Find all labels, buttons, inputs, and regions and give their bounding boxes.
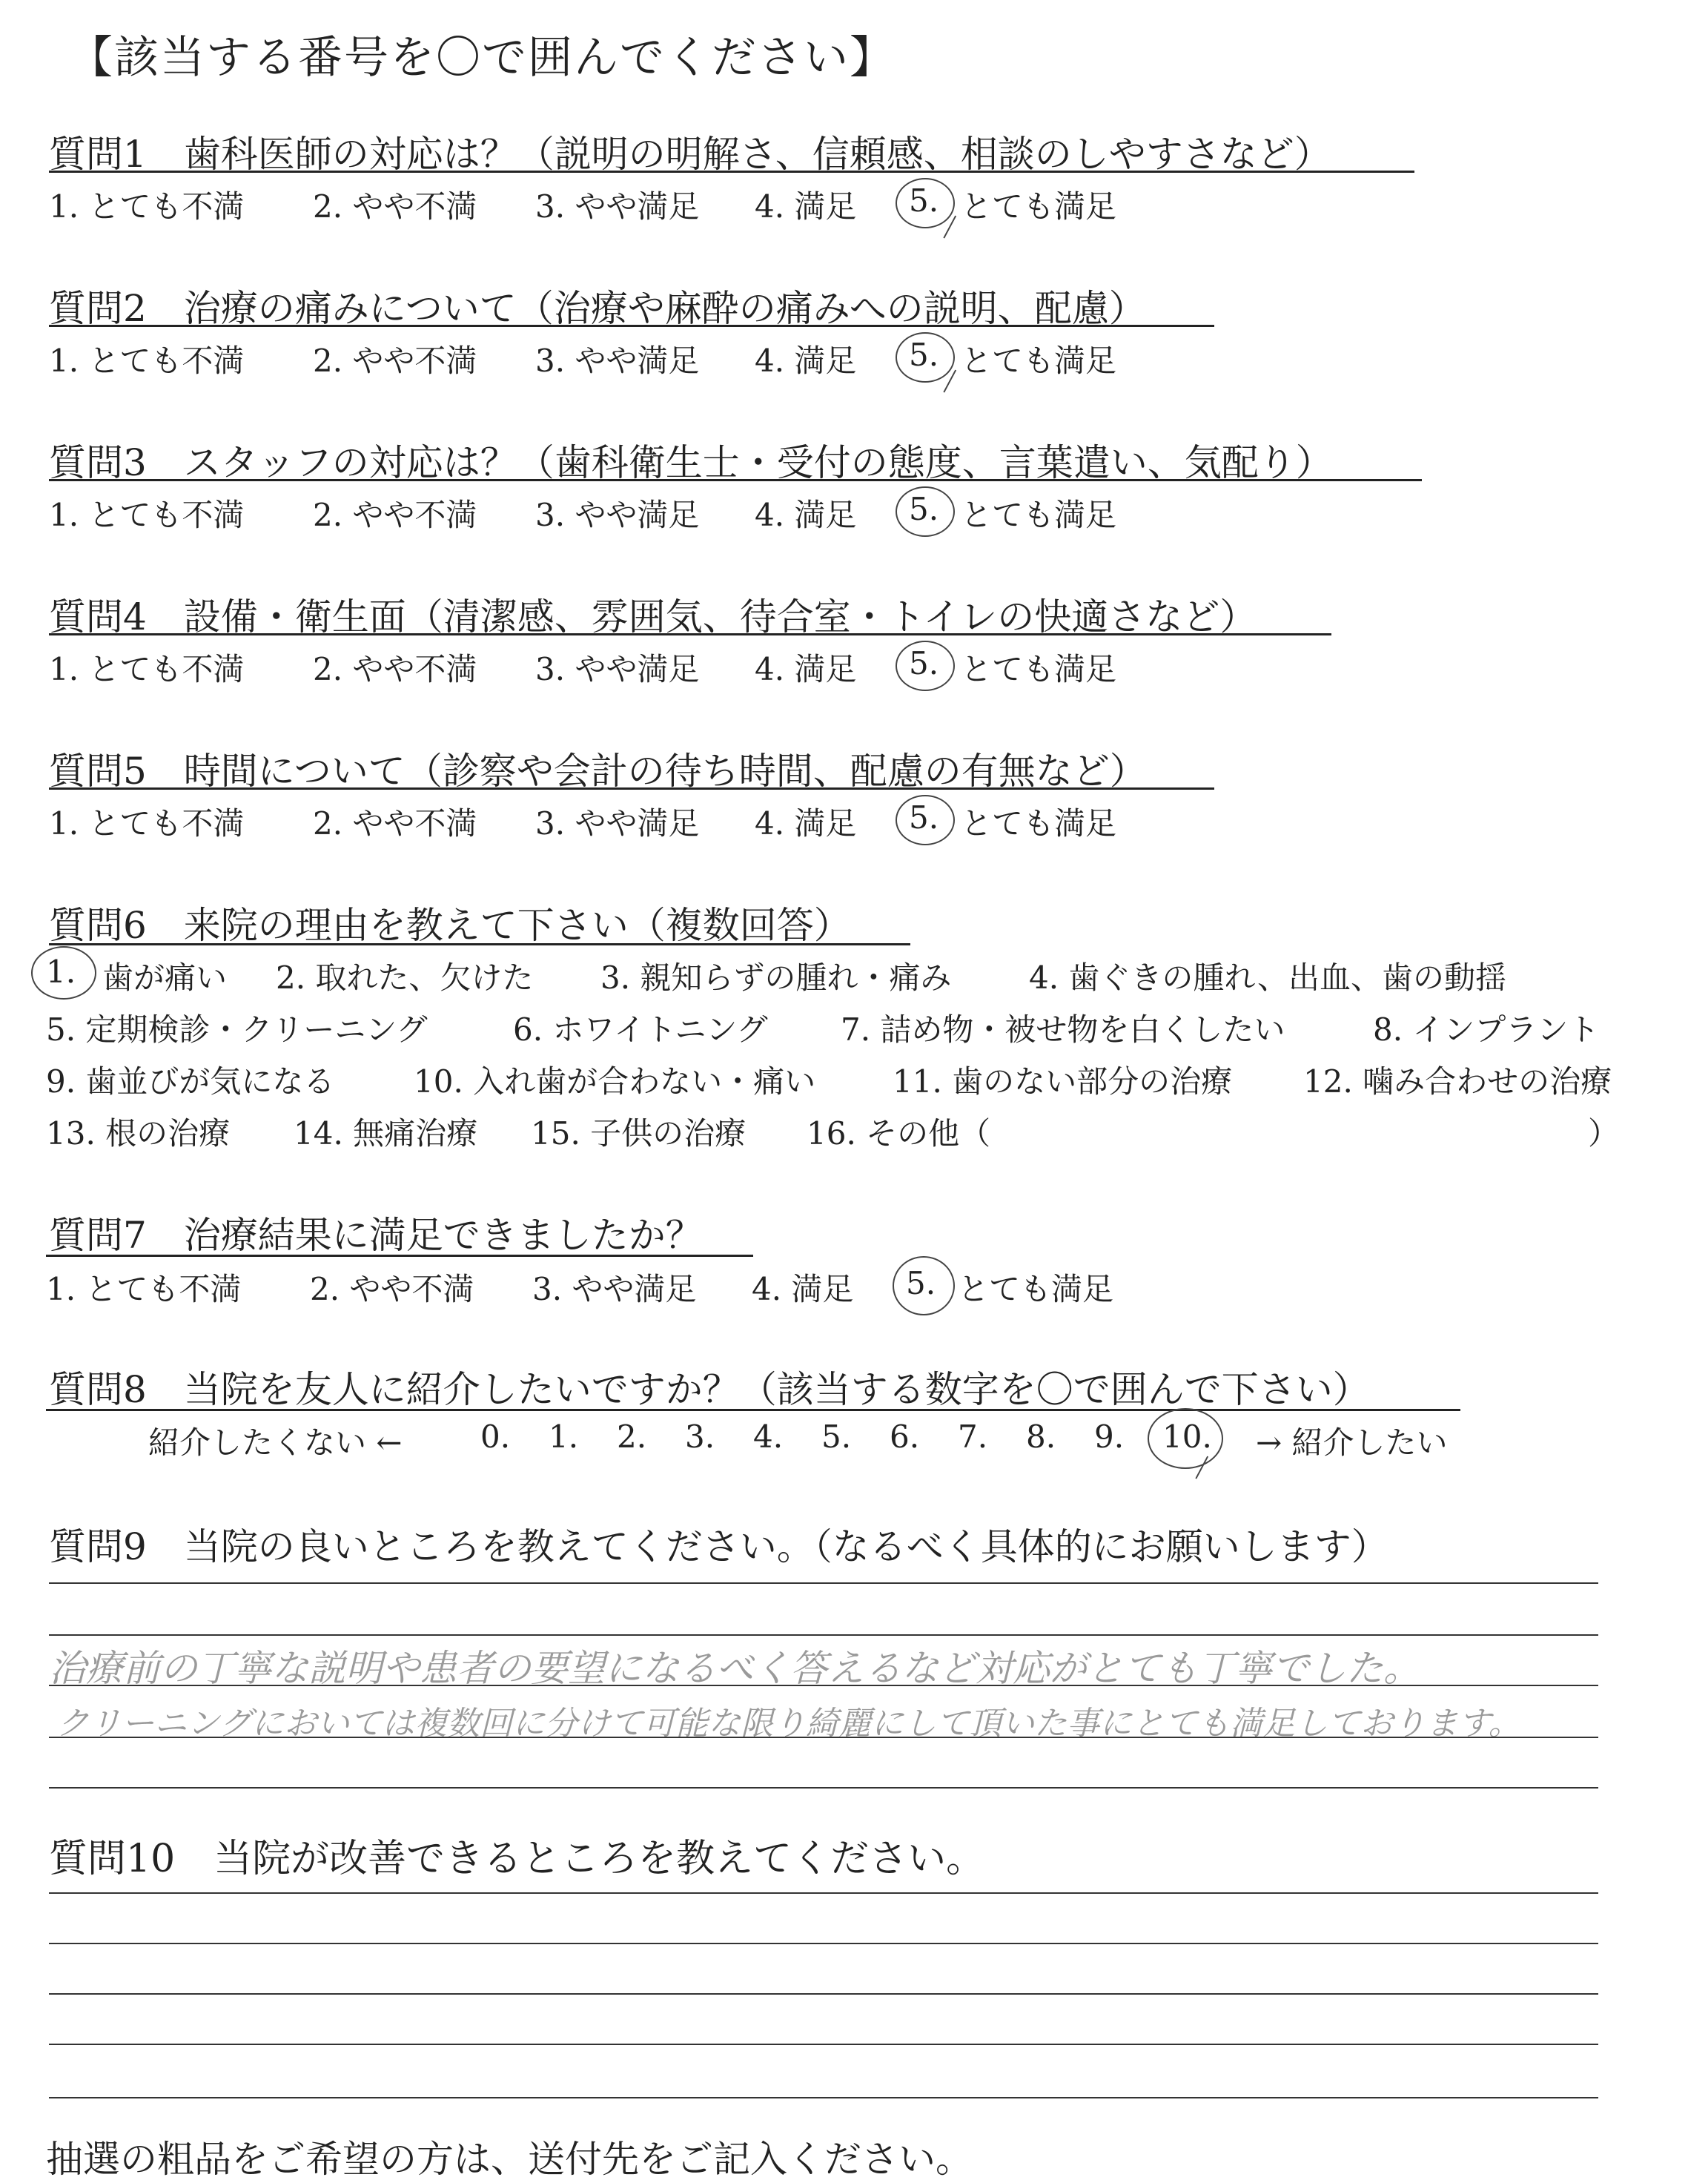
question-10-heading: 質問10 当院が改善できるところを教えてください。 (49, 1837, 985, 1881)
q1-selected-circle (896, 178, 955, 228)
question-5-heading: 質問5 時間について（診察や会計の待ち時間、配慮の有無など） (49, 750, 1147, 793)
q6-option-11[interactable]: 11. 歯のない部分の治療 (893, 1063, 1233, 1100)
q7-option-5[interactable]: 5. (906, 1265, 936, 1301)
q6-option-8[interactable]: 8. インプラント (1373, 1011, 1600, 1048)
q6-option-7[interactable]: 7. 詰め物・被せ物を白くしたい (841, 1011, 1285, 1048)
q2-option-2[interactable]: 2. やや不満 (313, 343, 477, 379)
q6-option-10[interactable]: 10. 入れ歯が合わない・痛い (414, 1063, 816, 1100)
q8-option-2[interactable]: 2. (617, 1419, 647, 1455)
question-3-underline (49, 479, 1422, 481)
q7-selected-circle (893, 1256, 955, 1315)
q8-option-1[interactable]: 1. (549, 1419, 579, 1455)
q3-option-1[interactable]: 1. とても不満 (49, 497, 245, 533)
q6-selected-circle (31, 946, 96, 1000)
q6-option-6[interactable]: 6. ホワイトニング (513, 1011, 768, 1048)
q3-selected-circle (896, 486, 955, 537)
q8-right-label: → 紹介したい (1256, 1424, 1448, 1461)
q3-option-4[interactable]: 4. 満足 (755, 497, 857, 533)
q6-option-12[interactable]: 12. 噛み合わせの治療 (1303, 1063, 1612, 1100)
q8-option-10[interactable]: 10. (1162, 1419, 1212, 1455)
q9-line-5 (49, 1787, 1598, 1789)
q6-option-15[interactable]: 15. 子供の治療 (531, 1115, 747, 1152)
q8-option-5[interactable]: 5. (821, 1419, 852, 1455)
q7-option-3[interactable]: 3. やや満足 (532, 1271, 697, 1307)
q8-option-6[interactable]: 6. (890, 1419, 920, 1455)
question-5-underline (49, 787, 1214, 790)
q1-option-3[interactable]: 3. やや満足 (535, 188, 700, 225)
footer-note: 抽選の粗品をご希望の方は、送付先をご記入ください。 (46, 2138, 973, 2181)
q4-option-4[interactable]: 4. 満足 (755, 651, 857, 687)
q9-line-4 (49, 1737, 1598, 1738)
question-3-heading: 質問3 スタッフの対応は？（歯科衛生士・受付の態度、言葉遣い、気配り） (49, 441, 1333, 484)
q7-option-4[interactable]: 4. 満足 (752, 1271, 854, 1307)
q3-option-5-label: とても満足 (961, 497, 1117, 533)
q8-option-9[interactable]: 9. (1094, 1419, 1125, 1455)
q6-option-1[interactable]: 1. (46, 954, 76, 990)
q7-option-2[interactable]: 2. やや不満 (310, 1271, 474, 1307)
question-8-heading: 質問8 当院を友人に紹介したいですか？（該当する数字を〇で囲んで下さい） (49, 1368, 1370, 1411)
q6-option-3[interactable]: 3. 親知らずの腫れ・痛み (600, 960, 952, 996)
q6-row-2 (46, 1005, 1603, 1050)
q4-selected-circle (896, 641, 955, 691)
q2-option-5-label: とても満足 (961, 343, 1117, 379)
q1-option-2[interactable]: 2. やや不満 (313, 188, 477, 225)
q6-option-5[interactable]: 5. 定期検診・クリーニング (46, 1011, 428, 1048)
question-8-underline (46, 1409, 1460, 1411)
q4-option-2[interactable]: 2. やや不満 (313, 651, 477, 687)
q6-row-4 (46, 1109, 1640, 1154)
q10-line-5 (49, 2097, 1598, 2098)
q6-row-1 (46, 954, 1603, 998)
question-4-heading: 質問4 設備・衛生面（清潔感、雰囲気、待合室・トイレの快適さなど） (49, 595, 1257, 638)
q10-line-4 (49, 2044, 1598, 2045)
q2-option-1[interactable]: 1. とても不満 (49, 343, 245, 379)
question-2-underline (49, 325, 1214, 327)
q8-option-8[interactable]: 8. (1026, 1419, 1056, 1455)
q1-option-5[interactable]: 5. (909, 182, 939, 219)
question-7-underline (46, 1255, 753, 1257)
q9-answer-line-2: クリーニングにおいては複数回に分けて可能な限り綺麗にして頂いた事にとても満足しております。 (56, 1705, 1521, 1743)
q3-option-3[interactable]: 3. やや満足 (535, 497, 700, 533)
q5-option-3[interactable]: 3. やや満足 (535, 805, 700, 842)
q8-option-4[interactable]: 4. (753, 1419, 784, 1455)
q8-left-label: 紹介したくない ← (148, 1424, 403, 1461)
q4-option-5-label: とても満足 (961, 651, 1117, 687)
q9-answer-line-1: 治療前の丁寧な説明や患者の要望になるべく答えるなど対応がとても丁寧でした。 (49, 1647, 1420, 1690)
question-7-heading: 質問7 治療結果に満足できましたか？ (49, 1214, 703, 1257)
q1-option-1[interactable]: 1. とても不満 (49, 188, 245, 225)
q6-option-2[interactable]: 2. 取れた、欠けた (276, 960, 534, 996)
q6-option-1-label: 歯が痛い (102, 960, 228, 996)
q10-line-1 (49, 1892, 1598, 1894)
q4-option-1[interactable]: 1. とても不満 (49, 651, 245, 687)
q10-line-2 (49, 1943, 1598, 1944)
q2-option-4[interactable]: 4. 満足 (755, 343, 857, 379)
q7-option-1[interactable]: 1. とても不満 (46, 1271, 242, 1307)
q8-option-7[interactable]: 7. (958, 1419, 988, 1455)
q5-option-5[interactable]: 5. (909, 799, 939, 836)
q3-option-5[interactable]: 5. (909, 491, 939, 527)
q8-option-0[interactable]: 0. (480, 1419, 511, 1455)
q6-option-16-close-paren: ） (1588, 1115, 1620, 1152)
question-1-heading: 質問1 歯科医師の対応は？（説明の明解さ、信頼感、相談のしやすさなど） (49, 133, 1331, 176)
q2-option-3[interactable]: 3. やや満足 (535, 343, 700, 379)
q1-option-4[interactable]: 4. 満足 (755, 188, 857, 225)
q6-option-16[interactable]: 16. その他（ (807, 1115, 991, 1152)
q5-option-1[interactable]: 1. とても不満 (49, 805, 245, 842)
question-6-heading: 質問6 来院の理由を教えて下さい（複数回答） (49, 904, 851, 947)
q10-line-3 (49, 1993, 1598, 1995)
q5-option-2[interactable]: 2. やや不満 (313, 805, 477, 842)
q5-selected-circle (896, 795, 955, 845)
q9-line-1 (49, 1582, 1598, 1584)
q4-option-5[interactable]: 5. (909, 645, 939, 681)
q7-option-5-label: とても満足 (958, 1271, 1114, 1307)
q5-option-5-label: とても満足 (961, 805, 1117, 842)
question-4-underline (49, 633, 1331, 635)
question-9-heading: 質問9 当院の良いところを教えてください。（なるべく具体的にお願いします） (49, 1525, 1388, 1568)
q6-option-9[interactable]: 9. 歯並びが気になる (46, 1063, 335, 1100)
q8-scale (148, 1419, 1557, 1463)
q6-row-3 (46, 1057, 1640, 1102)
q1-option-5-label: とても満足 (961, 188, 1117, 225)
q2-selected-circle (896, 332, 955, 383)
q8-option-3[interactable]: 3. (685, 1419, 715, 1455)
q9-line-2 (49, 1634, 1598, 1636)
q6-option-13[interactable]: 13. 根の治療 (46, 1115, 231, 1152)
question-6-underline (49, 943, 910, 945)
q8-selected-circle (1148, 1408, 1223, 1469)
page-title: 【該当する番号を〇で囲んでください】 (68, 32, 896, 84)
q2-option-5[interactable]: 5. (909, 337, 939, 373)
q9-line-3 (49, 1685, 1598, 1686)
question-2-heading: 質問2 治療の痛みについて（治療や麻酔の痛みへの説明、配慮） (49, 287, 1146, 330)
q3-option-2[interactable]: 2. やや不満 (313, 497, 477, 533)
q6-option-4[interactable]: 4. 歯ぐきの腫れ、出血、歯の動揺 (1029, 960, 1506, 996)
q5-option-4[interactable]: 4. 満足 (755, 805, 857, 842)
q6-option-14[interactable]: 14. 無痛治療 (294, 1115, 478, 1152)
q4-option-3[interactable]: 3. やや満足 (535, 651, 700, 687)
question-1-underline (49, 171, 1414, 173)
